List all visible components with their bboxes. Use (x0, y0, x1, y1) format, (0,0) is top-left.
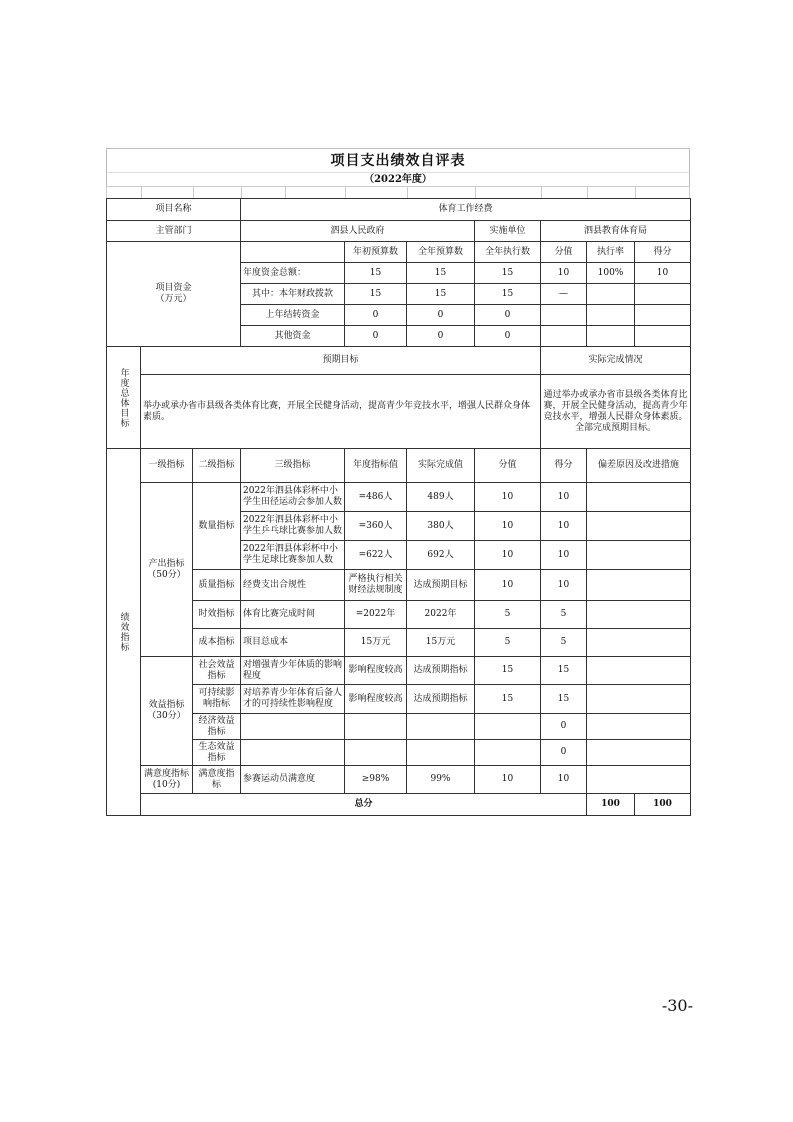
actual-cell: 达成预期指标 (407, 685, 475, 714)
funds-cell (541, 326, 587, 347)
h-level1: 一级指标 (141, 449, 193, 483)
l3-cell: 项目总成本 (241, 629, 345, 657)
sustain-indicator: 可持续影响指标 (193, 685, 241, 714)
impl-unit-value: 泗县教育体育局 (541, 221, 691, 242)
target-cell: ≥98% (345, 766, 407, 794)
satisfaction-indicator: 满意度指标(10分) (141, 766, 193, 794)
h-level2: 二级指标 (193, 449, 241, 483)
funds-total-label: 年度资金总额： (241, 263, 345, 284)
h-level3: 三级指标 (241, 449, 345, 483)
target-cell: =2022年 (345, 601, 407, 629)
actual-cell: 489人 (407, 483, 475, 512)
l3-cell: 参赛运动员满意度 (241, 766, 345, 794)
reason-cell (587, 570, 691, 601)
goal-expected-header: 预期目标 (141, 347, 541, 375)
col-score: 分值 (541, 242, 587, 263)
impl-unit-label: 实施单位 (475, 221, 541, 242)
col-initial-budget: 年初预算数 (345, 242, 407, 263)
l3-cell: 2022年泗县体彩杯中小学生足球比赛参加人数 (241, 541, 345, 570)
get-cell: 10 (541, 483, 587, 512)
funds-cell: 0 (407, 326, 475, 347)
h-score: 分值 (475, 449, 541, 483)
funds-cell: 15 (475, 284, 541, 305)
page-title: 项目支出绩效自评表 (106, 148, 690, 172)
funds-fiscal-label: 其中：本年财政拨款 (241, 284, 345, 305)
actual-cell: 692人 (407, 541, 475, 570)
funds-cell (587, 326, 635, 347)
dept-label: 主管部门 (107, 221, 241, 242)
target-cell: 影响程度较高 (345, 685, 407, 714)
score-cell: 10 (475, 570, 541, 601)
reason-cell (587, 541, 691, 570)
reason-cell (587, 601, 691, 629)
total-label: 总分 (141, 794, 587, 816)
get-cell: 15 (541, 685, 587, 714)
get-cell: 5 (541, 601, 587, 629)
target-cell: =486人 (345, 483, 407, 512)
funds-cell: — (541, 284, 587, 305)
funds-cell (635, 326, 691, 347)
funds-cell: 0 (407, 305, 475, 326)
output-indicator: 产出指标 （50分） (141, 483, 193, 657)
target-cell: 严格执行相关财经法规制度 (345, 570, 407, 601)
target-cell: =360人 (345, 512, 407, 541)
funds-cell: 15 (407, 284, 475, 305)
reason-cell (587, 629, 691, 657)
score-cell: 15 (475, 685, 541, 714)
reason-cell (587, 657, 691, 685)
target-cell (345, 714, 407, 740)
target-cell: 影响程度较高 (345, 657, 407, 685)
funds-cell: 15 (407, 263, 475, 284)
funds-cell: 0 (475, 326, 541, 347)
quantity-indicator: 数量指标 (193, 483, 241, 570)
funds-cell (635, 305, 691, 326)
score-cell: 5 (475, 601, 541, 629)
reason-cell (587, 512, 691, 541)
cost-indicator: 成本指标 (193, 629, 241, 657)
actual-cell: 15万元 (407, 629, 475, 657)
score-cell: 10 (475, 512, 541, 541)
score-cell: 10 (475, 541, 541, 570)
l3-cell: 2022年泗县体彩杯中小学生乒乓球比赛参加人数 (241, 512, 345, 541)
goal-actual-text: 通过举办或承办省市县级各类体育比赛，开展全民健身活动，提高青少年竞技水平，增强人民群众身体素质。全部完成预期目标。 (541, 375, 691, 449)
annual-goal-side-label: 年度总体目标 (107, 347, 141, 449)
quality-indicator: 质量指标 (193, 570, 241, 601)
ecology-indicator: 生态效益指标 (193, 740, 241, 766)
get-cell: 10 (541, 570, 587, 601)
reason-cell (587, 766, 691, 794)
get-cell: 10 (541, 512, 587, 541)
satisfaction-l2-indicator: 满意度指标 (193, 766, 241, 794)
l3-cell: 2022年泗县体彩杯中小学生田径运动会参加人数 (241, 483, 345, 512)
reason-cell (587, 685, 691, 714)
col-exec-rate: 执行率 (587, 242, 635, 263)
l3-cell: 对增强青少年体质的影响程度 (241, 657, 345, 685)
actual-cell: 99% (407, 766, 475, 794)
benefit-indicator: 效益指标 （30分） (141, 657, 193, 766)
h-target: 年度指标值 (345, 449, 407, 483)
economic-indicator: 经济效益指标 (193, 714, 241, 740)
actual-cell: 达成预期指标 (407, 657, 475, 685)
year-subtitle: （2022年度） (106, 172, 690, 186)
l3-cell (241, 740, 345, 766)
h-reason: 偏差原因及改进措施 (587, 449, 691, 483)
score-cell (475, 714, 541, 740)
funds-cell: 15 (345, 284, 407, 305)
funds-other-label: 其他资金 (241, 326, 345, 347)
col-get-score: 得分 (635, 242, 691, 263)
get-cell: 10 (541, 766, 587, 794)
get-cell: 0 (541, 714, 587, 740)
get-cell: 10 (541, 541, 587, 570)
actual-cell: 达成预期目标 (407, 570, 475, 601)
score-cell: 10 (475, 766, 541, 794)
project-name-label: 项目名称 (107, 199, 241, 221)
project-name-value: 体育工作经费 (241, 199, 691, 221)
get-cell: 0 (541, 740, 587, 766)
social-indicator: 社会效益指标 (193, 657, 241, 685)
page-number: -30- (661, 996, 693, 1015)
l3-cell: 经费支出合规性 (241, 570, 345, 601)
actual-cell (407, 740, 475, 766)
get-cell: 15 (541, 657, 587, 685)
funds-label: 项目资金 （万元） (107, 242, 241, 347)
total-score: 100 (587, 794, 635, 816)
total-get: 100 (635, 794, 691, 816)
funds-carry-label: 上年结转资金 (241, 305, 345, 326)
score-cell (475, 740, 541, 766)
funds-cell: 15 (345, 263, 407, 284)
funds-cell: 0 (475, 305, 541, 326)
funds-cell (587, 284, 635, 305)
reason-cell (587, 483, 691, 512)
reason-cell (587, 714, 691, 740)
funds-cell: 10 (541, 263, 587, 284)
l3-cell: 体育比赛完成时间 (241, 601, 345, 629)
actual-cell: 380人 (407, 512, 475, 541)
funds-header-blank (241, 242, 345, 263)
target-cell (345, 740, 407, 766)
timeliness-indicator: 时效指标 (193, 601, 241, 629)
reason-cell (587, 740, 691, 766)
funds-cell (541, 305, 587, 326)
funds-cell (587, 305, 635, 326)
funds-cell: 15 (475, 263, 541, 284)
funds-cell: 0 (345, 305, 407, 326)
blank-grid-row (106, 186, 690, 198)
target-cell: 15万元 (345, 629, 407, 657)
get-cell: 5 (541, 629, 587, 657)
score-cell: 15 (475, 657, 541, 685)
col-executed: 全年执行数 (475, 242, 541, 263)
dept-value: 泗县人民政府 (241, 221, 475, 242)
score-cell: 5 (475, 629, 541, 657)
l3-cell (241, 714, 345, 740)
target-cell: =622人 (345, 541, 407, 570)
funds-cell: 100% (587, 263, 635, 284)
actual-cell (407, 714, 475, 740)
goal-actual-header: 实际完成情况 (541, 347, 691, 375)
goal-expected-text: 举办或承办省市县级各类体育比赛，开展全民健身活动，提高青少年竞技水平，增强人民群众身体素质。 (141, 375, 541, 449)
funds-cell: 0 (345, 326, 407, 347)
h-actual: 实际完成值 (407, 449, 475, 483)
perf-side-label: 绩效指标 (107, 449, 141, 816)
h-get: 得分 (541, 449, 587, 483)
actual-cell: 2022年 (407, 601, 475, 629)
funds-cell (635, 284, 691, 305)
score-cell: 10 (475, 483, 541, 512)
col-full-budget: 全年预算数 (407, 242, 475, 263)
evaluation-table (106, 198, 691, 816)
funds-cell: 10 (635, 263, 691, 284)
l3-cell: 对培养青少年体育后备人才的可持续性影响程度 (241, 685, 345, 714)
